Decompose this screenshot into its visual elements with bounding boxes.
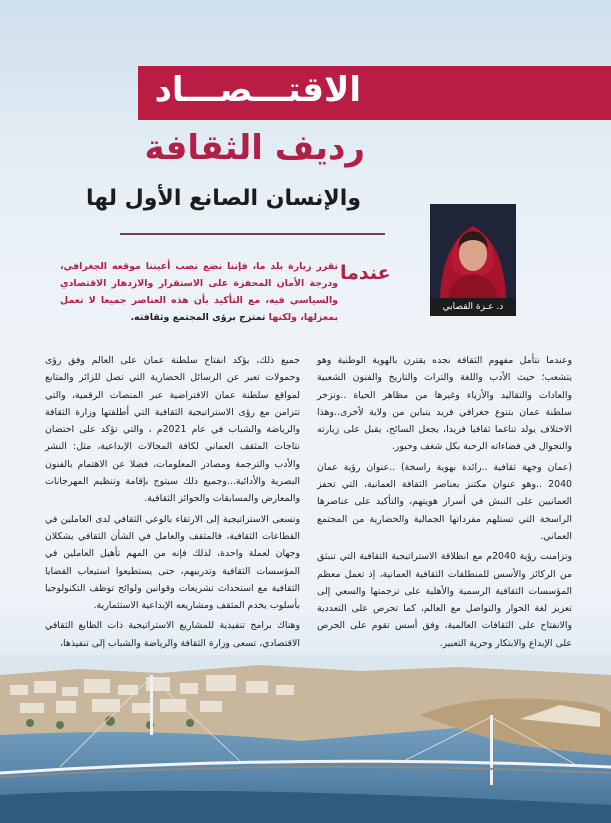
intro-text: نقرر زيارة بلد ما، فإننا نضع نصب أعيننا موقعه الجغرافي، ودرجة الأمان المحفزة على الاستقرار والازدهار الاقتصادي والسياسي فيه، مع التأكيد بأن هذه العناصر جميعا لا تعمل بمعزلها، ولكنها	[60, 261, 338, 323]
headline-line2: رديف الثقافة	[144, 128, 365, 168]
paragraph: (عمان وجهة ثقافية ..رائدة بهوية راسخة) ..عنوان رؤية عمان 2040 ..وهو عنوان مكتنز بعناصر الثقافة العمانية، التي تحفز العمانيين على النبش في أسرار هويتهم، والتأكيد على عناصرها الراسخة التي تستلهم مفرداتها الجمالية والحضارية من المجتمع العماني.	[317, 461, 572, 542]
paragraph: وهناك برامج تنفيذية للمشاريع الاستراتيجية ذات الطابع الثقافي الاقتصادي، تسعى وزارة الثقافة والرياضة والشباب إلى تنفيذها،	[45, 620, 300, 649]
paragraph: وتزامنت رؤية 2040م مع انطلاقة الاستراتيجية الثقافية التي تنبثق من الركائز والأسس للمنطلقات الثقافية العمانية، إذ تعمل معظم المؤسسات الثقافية الرسمية والأهلية على ترجمتها والسعي إلى تعزيز لغة الحوار والتواصل مع العالم، كما تحرص على التعددية والانفتاح على الثقافات العالمية، وفق أسس تقوم على الحرص على الإبداع والابتكار وحرية التعبير.	[317, 551, 572, 649]
title-divider	[120, 233, 385, 235]
intro-lead-word: عندما	[340, 262, 391, 284]
city-coast-photo	[0, 655, 611, 823]
headline-line1: الاقتـــصـــاد	[154, 70, 361, 110]
intro-text-end: تمتزج برؤى المجتمع وثقافته.	[130, 312, 266, 323]
body-column-left	[45, 352, 300, 655]
subheadline: والإنسان الصانع الأول لها	[85, 186, 361, 211]
paragraph: جميع ذلك، يؤكد انفتاح سلطنة عمان على العالم وفق رؤى وحمولات تعبر عن الرسائل الحضارية التي تصل للزائر والمتابع لمواقع سلطنة عمان الافتراضية عبر المنصات الرقمية، والتي تتزامن مع رؤى الاستراتيجية الثقافية التي أطلقتها وزارة الثقافة والرياضة والشباب في عام 2021م ، والتي تؤكد على احتضان نتاجات المثقف العماني لكافة المجالات الإبداعية، مثل: النشر والأدب والترجمة ومصادر المعلومات، فضلا عن الاهتمام بالفنون البصرية والأدائية...وجميع ذلك سيتوج بإقامة وتنظيم المهرجانات والمعارض والمسابقات والجوائز الثقافية.	[45, 355, 300, 505]
author-caption: د. عـزة القصابي	[430, 298, 516, 316]
paragraph: وتسعى الاستراتيجية إلى الارتقاء بالوعي الثقافي لدى العاملين في القطاعات الثقافية، فالمثقف والعامل في الشأن الثقافي يشكلان وجهان لعملة واحدة، لذلك فإنه من المهم تأهيل العاملين في المؤسسات الثقافية وتدريبهم، حتى يستطيعوا استيعاب القضايا الثقافية مع استحداث تشريعات وقوانين ولوائح توظف التكنولوجيا بأسلوب يخدم المثقف ومشاريعه الإبداعية الاستثمارية.	[45, 513, 300, 612]
paragraph: وعندما نتأمل مفهوم الثقافة نجده يقترن بالهوية الوطنية وهو يتشعب؛ حيث الأدب واللغة والتراث والتاريخ والفنون الشعبية والعادات والتقاليد والأزياء وغيرها من مظاهر الحياة ..وتزخر سلطنة عمان بتنوع جغرافي فريد يتباين من ولاية لأخرى..وهذا الاختلاف يولد تناغما ثقافيا فريدا، يجعل السائح، يقبل على زيارته والتجوال في فضاءاته الرحبة بكل شغف وحبور.	[317, 355, 572, 453]
author-photo	[430, 204, 516, 298]
intro-paragraph	[60, 258, 338, 326]
body-column-right	[317, 352, 572, 655]
